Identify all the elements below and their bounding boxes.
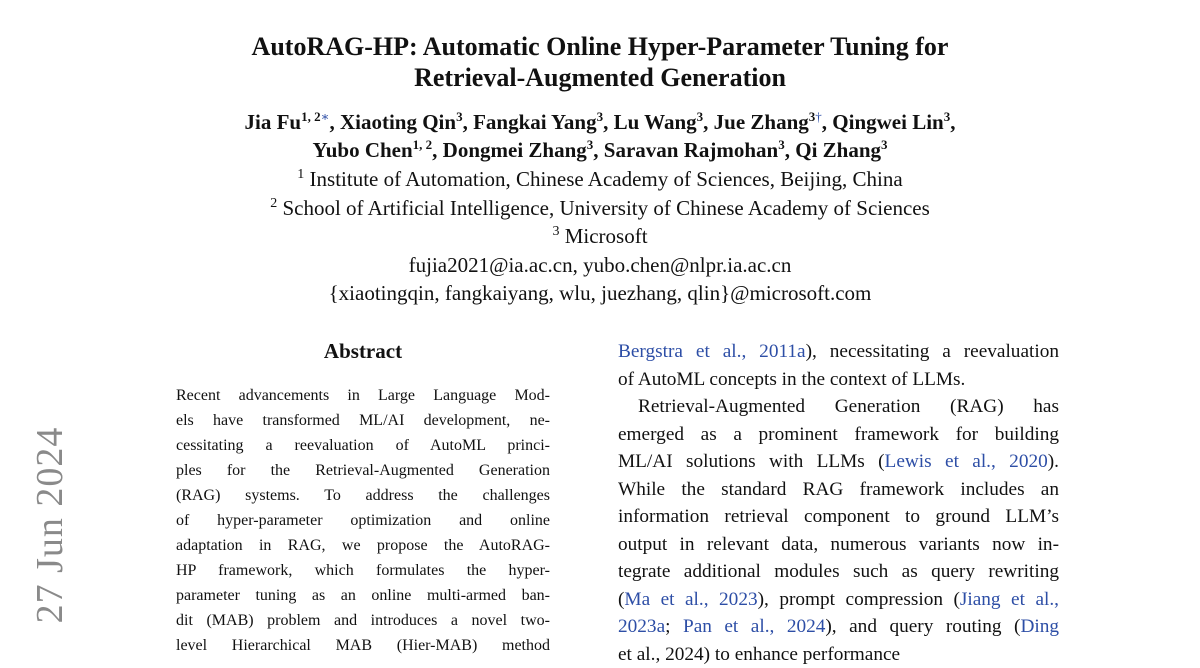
intro-line	[618, 586, 1059, 614]
intro-text: ML/AI solutions with LLMs (	[618, 451, 885, 472]
citation-link[interactable]: Ma et al., 2023	[624, 589, 757, 610]
title-line-1: AutoRAG-HP: Automatic Online Hyper-Parameter Tuning for	[0, 31, 1200, 62]
author-affil-sup: 3	[881, 137, 888, 152]
abstract-line: Recent advancements in Large Language Mod-	[176, 383, 550, 408]
intro-line: emerged as a prominent framework for building	[618, 421, 1059, 449]
abstract-line: els have transformed ML/AI development, ne-	[176, 408, 550, 433]
email-line-2: {xiaotingqin, fangkaiyang, wlu, juezhang, qlin}@microsoft.com	[0, 279, 1200, 308]
abstract-line: cessitating a reevaluation of AutoML princi-	[176, 433, 550, 458]
intro-text: ), prompt compression (	[758, 589, 960, 610]
author-affil-sup: 1, 2	[301, 109, 321, 124]
author-name: Dongmei Zhang	[443, 138, 587, 162]
arxiv-date-stamp	[30, 425, 70, 625]
abstract-line: dit (MAB) problem and introduces a novel two-	[176, 608, 550, 633]
citation-link[interactable]: Bergstra et al., 2011a	[618, 341, 806, 362]
intro-text: ;	[665, 616, 683, 637]
abstract-line: level Hierarchical MAB (Hier-MAB) method	[176, 633, 550, 658]
author-name: Jia Fu	[245, 110, 302, 134]
intro-line: output in relevant data, numerous variants now in-	[618, 531, 1059, 559]
author-name: Jue Zhang	[714, 110, 809, 134]
abstract-body	[176, 383, 550, 658]
equal-contribution-mark[interactable]: ∗	[321, 109, 330, 124]
arxiv-date-text: 27 Jun 2024	[28, 427, 72, 624]
author-name: Fangkai Yang	[473, 110, 597, 134]
author-affil-sup: 3	[597, 109, 604, 124]
citation-link[interactable]: Lewis et al., 2020	[885, 451, 1048, 472]
author-name: Qingwei Lin	[832, 110, 943, 134]
affiliation-2	[0, 194, 1200, 223]
intro-line	[618, 338, 1059, 366]
intro-line: of AutoML concepts in the context of LLMs.	[618, 366, 1059, 394]
corresponding-author-mark[interactable]: †	[815, 109, 822, 124]
affiliation-1	[0, 165, 1200, 194]
author-line-2: Yubo Chen$^{1, 2}$, Dongmei Zhang$^3$, Saravan Rajmohan$^3$, Qi Zhang$^3$	[0, 136, 1200, 164]
email-line-1: fujia2021@ia.ac.cn, yubo.chen@nlpr.ia.ac.cn	[0, 251, 1200, 280]
intro-text: (	[618, 589, 624, 610]
intro-line	[618, 448, 1059, 476]
author-name: Qi Zhang	[795, 138, 881, 162]
affiliation-number: 1	[297, 167, 304, 182]
citation-link[interactable]: Jiang et al.,	[960, 589, 1059, 610]
intro-line: tegrate additional modules such as query rewriting	[618, 558, 1059, 586]
affiliation-text: School of Artificial Intelligence, University of Chinese Academy of Sciences	[282, 196, 929, 220]
affiliation-3	[0, 222, 1200, 251]
intro-text: ), and query routing (	[825, 616, 1020, 637]
affiliations	[0, 165, 1200, 308]
title-line-2: Retrieval-Augmented Generation	[0, 62, 1200, 93]
author-affil-sup: 3	[697, 109, 704, 124]
intro-line: Retrieval-Augmented Generation (RAG) has	[618, 393, 1059, 421]
author-affil-sup: 3	[456, 109, 463, 124]
intro-line: While the standard RAG framework includes an	[618, 476, 1059, 504]
abstract-line: ples for the Retrieval-Augmented Generation	[176, 458, 550, 483]
affiliation-text: Microsoft	[565, 224, 648, 248]
affiliation-number: 3	[552, 224, 559, 239]
introduction-text	[618, 338, 1059, 668]
author-name: Yubo Chen	[312, 138, 412, 162]
author-affil-sup: 1, 2	[413, 137, 433, 152]
abstract-line: parameter tuning as an online multi-armed ban-	[176, 583, 550, 608]
intro-text: ).	[1048, 451, 1059, 472]
abstract-line: adaptation in RAG, we propose the AutoRAG-	[176, 533, 550, 558]
author-affil-sup: 3	[809, 109, 816, 124]
intro-line	[618, 613, 1059, 641]
author-affil-sup: 3	[944, 109, 951, 124]
citation-link[interactable]: Pan et al., 2024	[683, 616, 825, 637]
author-affil-sup: 3	[587, 137, 594, 152]
author-name: Lu Wang	[614, 110, 697, 134]
intro-line: et al., 2024) to enhance performance	[618, 641, 1059, 668]
abstract-line: HP framework, which formulates the hyper-	[176, 558, 550, 583]
affiliation-number: 2	[270, 196, 277, 211]
paper-title	[0, 31, 1200, 93]
affiliation-text: Institute of Automation, Chinese Academy of Sciences, Beijing, China	[310, 167, 903, 191]
author-list	[0, 108, 1200, 164]
author-line-1: Jia $Fu^{1, 2∗}$, Xiaoting Qin$^3$, Fangkai Yang$^3$, Lu Wang$^3$, Jue Zhang$^{3\dagger}$, Qingwei Lin$^3$,	[0, 108, 1200, 136]
abstract-heading: Abstract	[176, 338, 550, 364]
intro-text: ), necessitating a reevaluation	[806, 341, 1059, 362]
author-affil-sup: 3	[778, 137, 785, 152]
citation-link[interactable]: 2023a	[618, 616, 665, 637]
author-name: Saravan Rajmohan	[604, 138, 778, 162]
abstract-line: (RAG) systems. To address the challenges	[176, 483, 550, 508]
author-name: Xiaoting Qin	[340, 110, 456, 134]
abstract-line: of hyper-parameter optimization and online	[176, 508, 550, 533]
citation-link[interactable]: Ding	[1020, 616, 1059, 637]
intro-line: information retrieval component to ground LLM’s	[618, 503, 1059, 531]
